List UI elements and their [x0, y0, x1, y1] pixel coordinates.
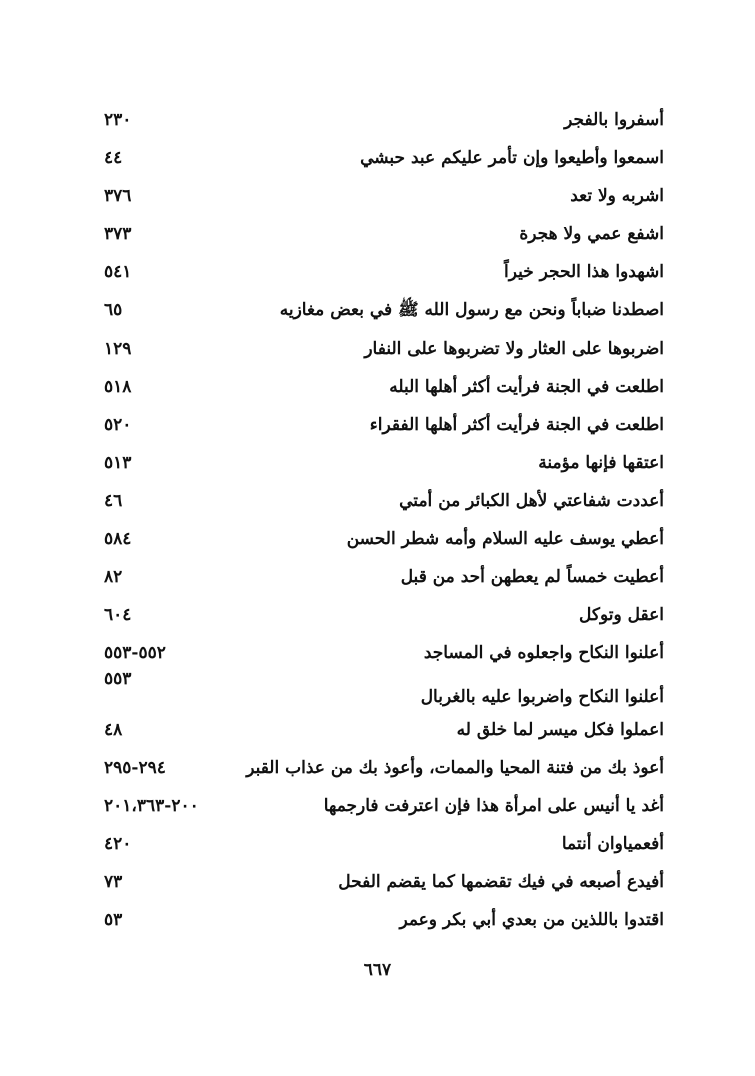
list-item — [0, 669, 755, 711]
list-item — [0, 254, 755, 292]
list-item — [0, 902, 755, 940]
list-item — [0, 445, 755, 483]
entry-text: اشربه ولا تعد — [570, 186, 664, 207]
entry-text: أعلنوا النكاح واجعلوه في المساجد — [423, 643, 664, 664]
entry-page: ٢٣٠ — [104, 110, 132, 130]
entry-page: ٥٨٤ — [104, 529, 132, 550]
entry-text: اسمعوا وأطيعوا وإن تأمر عليكم عبد حبشي — [360, 148, 664, 169]
entry-page: ٤٢٠ — [104, 833, 132, 854]
entry-page: ٥٤١ — [104, 262, 132, 283]
list-item — [0, 712, 755, 750]
list-item — [0, 369, 755, 407]
list-item — [0, 597, 755, 635]
list-item — [0, 407, 755, 445]
list-item — [0, 788, 755, 826]
hadith-index-list — [0, 102, 755, 940]
entry-page: ٦٠٤ — [104, 605, 132, 626]
entry-text: أعطيت خمساً لم يعطهن أحد من قبل — [400, 567, 664, 588]
entry-page: ٥٣ — [104, 909, 123, 930]
entry-text: أفيدع أصبعه في فيك تقضمها كما يقضم الفحل — [338, 871, 664, 892]
list-item — [0, 292, 755, 330]
entry-text: اعتقها فإنها مؤمنة — [538, 452, 664, 473]
entry-page: ٣٧٦ — [104, 186, 132, 207]
entry-text: أفعمياوان أنتما — [561, 833, 664, 854]
list-item — [0, 216, 755, 254]
entry-page: ٥١٨ — [104, 376, 132, 397]
page-number: ٦٦٧ — [363, 960, 392, 980]
entry-text: أغد يا أنيس على امرأة هذا فإن اعترفت فارجمها — [323, 795, 664, 816]
list-item — [0, 521, 755, 559]
entry-page: ٨٢ — [104, 567, 123, 588]
entry-page: ١٢٩ — [104, 338, 132, 359]
entry-page: ٥١٣ — [104, 452, 132, 473]
entry-page: ٤٦ — [104, 490, 123, 511]
entry-text: اشهدوا هذا الحجر خيراً — [504, 262, 664, 283]
list-item — [0, 102, 755, 140]
list-item — [0, 826, 755, 864]
entry-text: اضربوها على العثار ولا تضربوها على النفار — [364, 338, 664, 359]
entry-page: ٣٧٣ — [104, 224, 132, 245]
list-item — [0, 750, 755, 788]
entry-page: ٧٣ — [104, 871, 123, 892]
entry-page: ٤٨ — [104, 719, 123, 740]
entry-text: أعطي يوسف عليه السلام وأمه شطر الحسن — [346, 529, 664, 550]
entry-text: اقتدوا باللذين من بعدي أبي بكر وعمر — [399, 909, 664, 930]
list-item — [0, 178, 755, 216]
list-item — [0, 140, 755, 178]
entry-text: اعملوا فكل ميسر لما خلق له — [456, 719, 664, 740]
entry-page: ٦٥ — [104, 300, 123, 321]
entry-page: ٥٢٠ — [104, 414, 132, 435]
entry-text: أعددت شفاعتي لأهل الكبائر من أمتي — [399, 490, 664, 511]
entry-text: اصطدنا ضباباً ونحن مع رسول الله ﷺ في بعض مغازيه — [279, 300, 664, 321]
entry-text: اشفع عمي ولا هجرة — [519, 224, 664, 245]
entry-text: اعقل وتوكل — [579, 605, 664, 626]
entry-text: اطلعت في الجنة فرأيت أكثر أهلها البله — [389, 376, 664, 397]
list-item — [0, 864, 755, 902]
entry-page: ٤٤ — [104, 148, 123, 169]
list-item — [0, 331, 755, 369]
entry-page: ٥٥٣ — [104, 669, 132, 690]
entry-page: ٢٠٠-٢٠١،٣٦٣ — [104, 795, 199, 816]
list-item — [0, 559, 755, 597]
list-item — [0, 483, 755, 521]
entry-text: أعوذ بك من فتنة المحيا والممات، وأعوذ بك من عذاب القبر — [246, 757, 664, 778]
entry-text: أسفروا بالفجر — [564, 110, 664, 130]
entry-text: أعلنوا النكاح واضربوا عليه بالغربال — [420, 687, 664, 708]
entry-text: اطلعت في الجنة فرأيت أكثر أهلها الفقراء — [369, 414, 664, 435]
entry-page: ٢٩٤-٢٩٥ — [104, 757, 166, 778]
entry-page: ٥٥٢-٥٥٣ — [104, 643, 166, 664]
